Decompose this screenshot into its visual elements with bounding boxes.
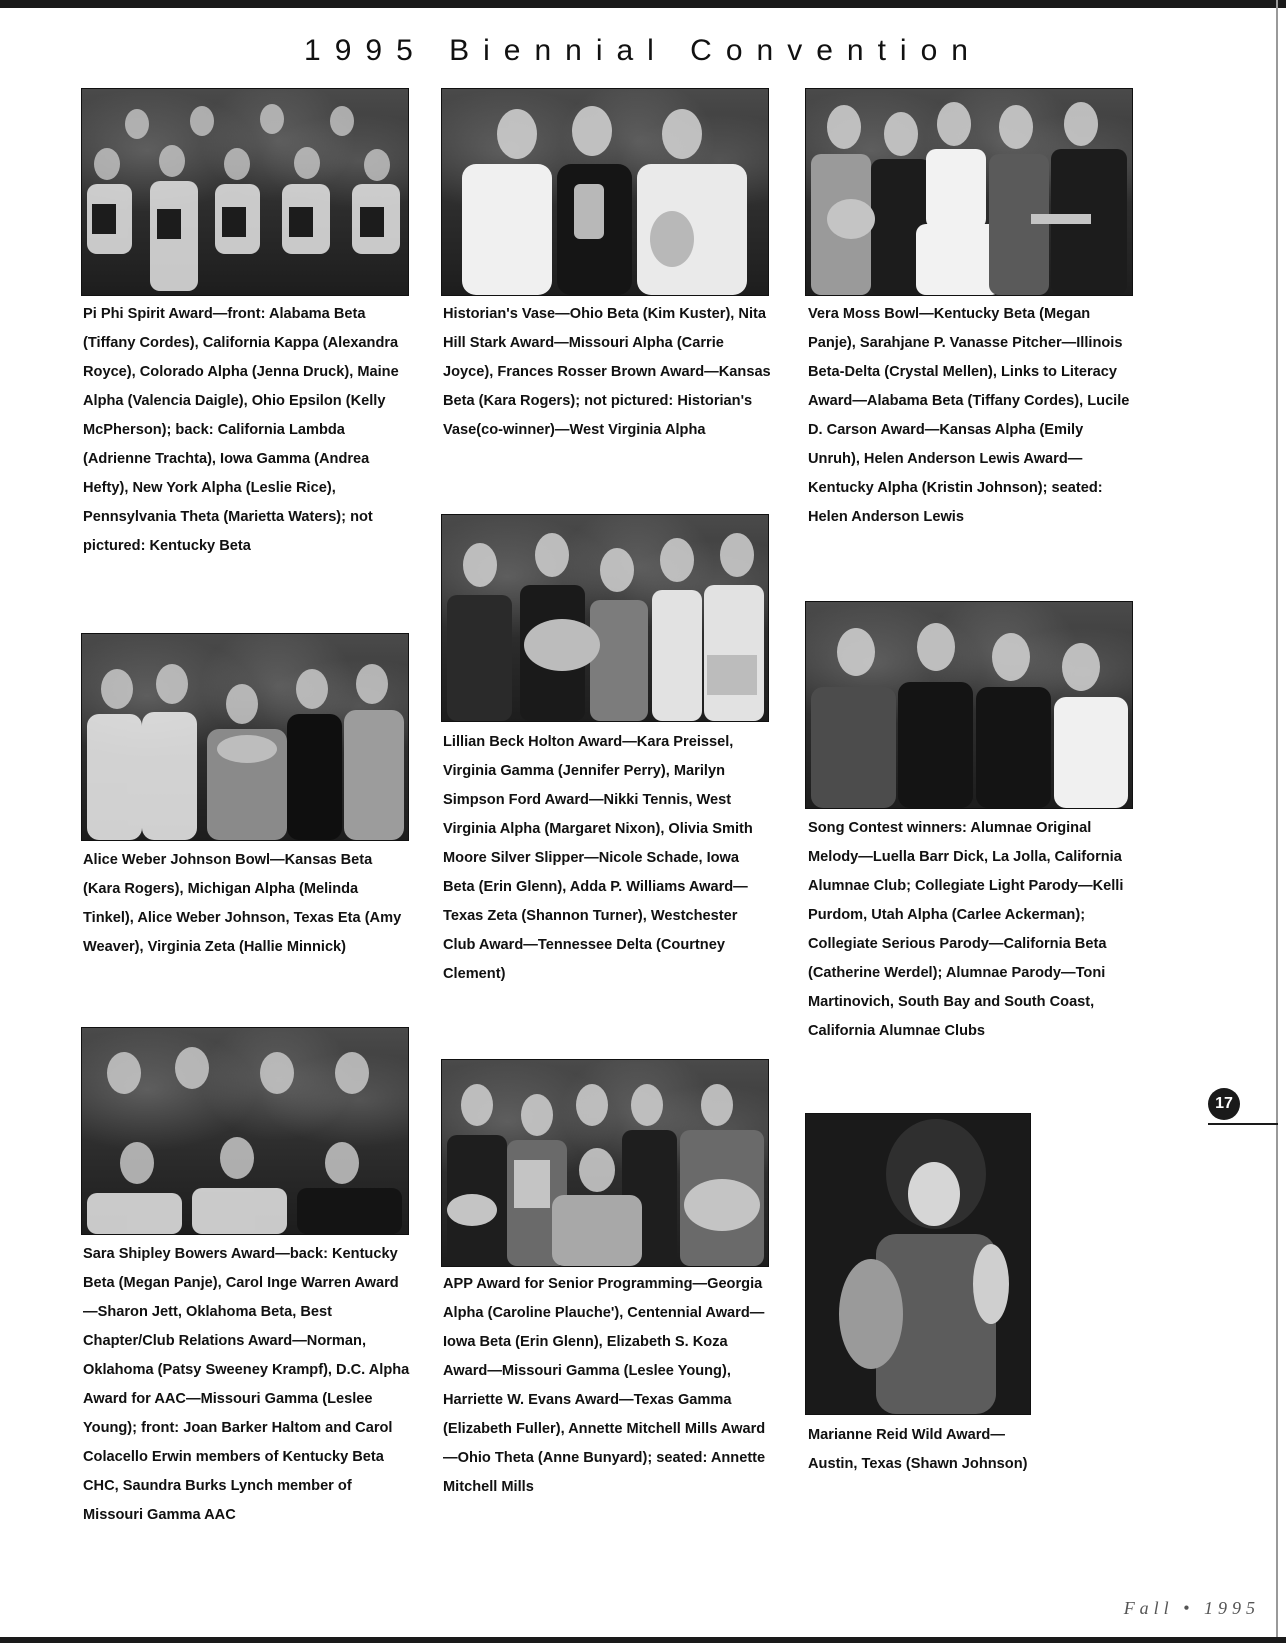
footer-issue: Fall • 1995 (1123, 1598, 1260, 1618)
photo-alice-weber-johnson-bowl (81, 633, 409, 841)
caption-sara-shipley-bowers-award: Sara Shipley Bowers Award—back: Kentucky Beta (Megan Panje), Carol Inge Warren Award—Sharon Jett, Oklahoma Beta, Best Chapter/Club Relations Award—Norman, Oklahoma (Patsy Sweeney Krampf), D.C. Alpha Award for AAC—Missouri Gamma (Leslee Young); front: Joan Barker Haltom and Carol Colacello Erwin members of Kentucky Beta CHC, Saundra Burks Lynch member of Missouri Gamma AAC (83, 1246, 410, 1523)
photo-marianne-reid-wild-award (805, 1113, 1031, 1415)
photo-spirit-award-group (81, 88, 409, 296)
caption-spirit-award: Pi Phi Spirit Award—front: Alabama Beta (Tiffany Cordes), California Kappa (Alexandra Royce), Colorado Alpha (Jenna Druck), Maine Alpha (Valencia Daigle), Ohio Epsilon (Kelly McPherson); back: California Lambda (Adrienne Trachta), Iowa Gamma (Andrea Hefty), New York Alpha (Leslie Rice), Pennsylvania Theta (Marietta Waters); not pictured: Kentucky Beta (83, 306, 399, 554)
page-number-badge: 17 (1208, 1088, 1240, 1120)
caption-song-contest-winners: Song Contest winners: Alumnae Original Melody—Luella Barr Dick, La Jolla, California Alumnae Club; Collegiate Light Parody—Kelli Purdom, Utah Alpha (Carlee Ackerman); Collegiate Serious Parody—California Beta (Catherine Werdel); Alumnae Parody—Toni Martinovich, South Bay and South Coast, California Alumnae Clubs (808, 820, 1124, 1039)
page-border-top (0, 0, 1286, 8)
page-border-bottom (0, 1637, 1286, 1643)
caption-marianne-reid-wild-award: Marianne Reid Wild Award—Austin, Texas (Shawn Johnson) (808, 1427, 1028, 1472)
photo-sara-shipley-bowers-award (81, 1027, 409, 1235)
page-border-right (1276, 0, 1278, 1643)
caption-app-award: APP Award for Senior Programming—Georgia Alpha (Caroline Plauche'), Centennial Award—Iowa Beta (Erin Glenn), Elizabeth S. Koza Award—Missouri Gamma (Leslee Young), Harriette W. Evans Award—Texas Gamma (Elizabeth Fuller), Annette Mitchell Mills Award—Ohio Theta (Anne Bunyard); seated: Annette Mitchell Mills (443, 1276, 766, 1495)
caption-historians-vase: Historian's Vase—Ohio Beta (Kim Kuster), Nita Hill Stark Award—Missouri Alpha (Carrie Joyce), Frances Rosser Brown Award—Kansas Beta (Kara Rogers); not pictured: Historian's Vase(co-winner)—West Virginia Alpha (443, 306, 771, 438)
page-title: 1995 Biennial Convention (304, 34, 982, 67)
photo-lillian-beck-holton-award (441, 514, 769, 722)
caption-lillian-beck-holton-award: Lillian Beck Holton Award—Kara Preissel, Virginia Gamma (Jennifer Perry), Marilyn Simpson Ford Award—Nikki Tennis, West Virginia Alpha (Margaret Nixon), Olivia Smith Moore Silver Slipper—Nicole Schade, Iowa Beta (Erin Glenn), Adda P. Williams Award—Texas Zeta (Shannon Turner), Westchester Club Award—Tennessee Delta (Courtney Clement) (443, 734, 753, 982)
page-number-rule (1208, 1123, 1278, 1125)
photo-vera-moss-bowl (805, 88, 1133, 296)
photo-song-contest-winners (805, 601, 1133, 809)
caption-vera-moss-bowl: Vera Moss Bowl—Kentucky Beta (Megan Panje), Sarahjane P. Vanasse Pitcher—Illinois Beta-Delta (Crystal Mellen), Links to Literacy Award—Alabama Beta (Tiffany Cordes), Lucile D. Carson Award—Kansas Alpha (Emily Unruh), Helen Anderson Lewis Award—Kentucky Alpha (Kristin Johnson); seated: Helen Anderson Lewis (808, 306, 1130, 525)
photo-historians-vase (441, 88, 769, 296)
photo-app-award (441, 1059, 769, 1267)
caption-alice-weber-johnson-bowl: Alice Weber Johnson Bowl—Kansas Beta (Kara Rogers), Michigan Alpha (Melinda Tinkel), Alice Weber Johnson, Texas Eta (Amy Weaver), Virginia Zeta (Hallie Minnick) (83, 852, 402, 955)
